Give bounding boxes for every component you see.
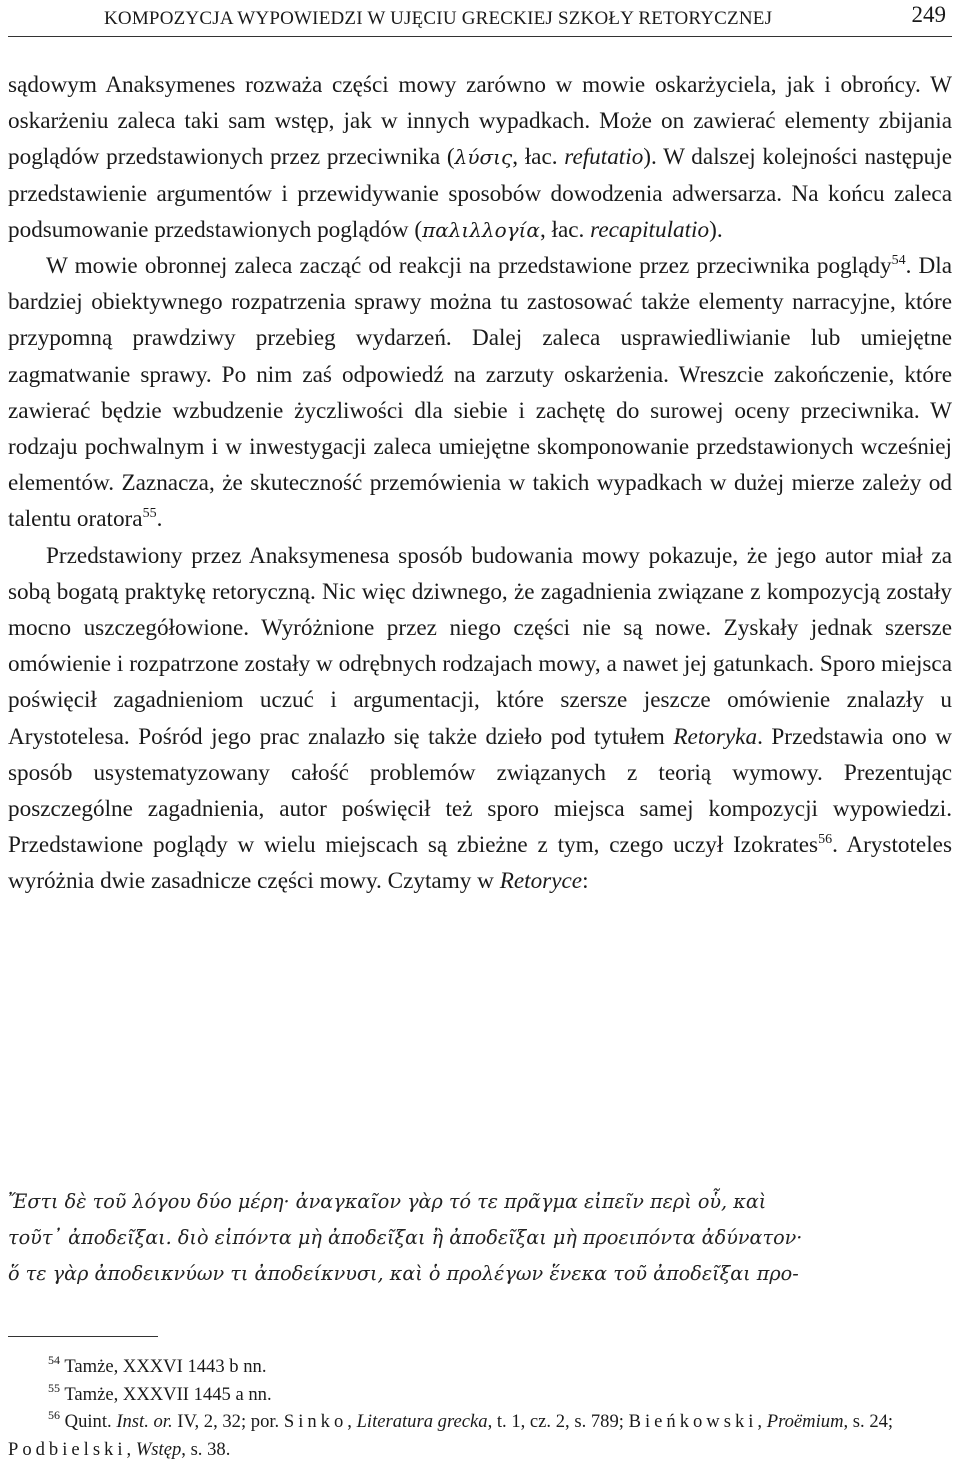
text-run: , [126,1438,136,1460]
text-run: . Przedstawia ono w sposób usystematyzowany całość problemów związanych z teorią wymowy. Prezentując poszczególne zagadnienia, autor poświęcił też sporo miejsca samej kompozycji wypowiedzi. Przedstawione poglądy w wielu miejscach są zbieżne z tym, czego uczył Izokrates [8,723,952,859]
text-run: , s. 24; [843,1411,894,1432]
work-title: Inst. or. [116,1411,173,1432]
body-text [8,67,952,900]
text-run: , łac. [539,216,591,243]
document-page [8,0,952,1475]
greek-quote-line-2: τοῦτ᾽ ἀποδεῖξαι. διὸ εἰπόντα μὴ ἀποδεῖξαι ἢ ἀποδεῖξαι μὴ προειπόντα ἀδύνατον· [8,1226,803,1249]
footnotes [8,1353,952,1463]
latin-term-recapitulatio: recapitulatio [590,216,710,243]
greek-quote-line-1: Ἔστι δὲ τοῦ λόγου δύο μέρη· ἀναγκαῖον γὰρ τό τε πρᾶγμα εἰπεῖν περὶ οὗ, καὶ [8,1190,767,1213]
paragraph-2 [8,248,952,538]
footnote-56 [8,1408,952,1463]
header-rule [8,36,952,37]
text-run: sądowym Anaksymenes rozważa części mowy zarówno w mowie oskarżyciela, jak i obrońcy. W oskarżeniu zaleca taki sam wstęp, jak w innych wypadkach. Może on zawierać elementy zbijania poglądów przedstawionych przez przeciwnika ( [8,72,952,171]
work-title: Proëmium [766,1411,844,1432]
greek-term-lysis: λύσις [454,145,513,170]
latin-term-refutatio: refutatio [564,144,644,171]
greek-quotation [8,1184,952,1292]
footnote-number: 54 [48,1353,60,1367]
text-run: . Dla bardziej obiektywnego rozpatrzenia sprawy można tu zastosować także elementy narracyjne, które przypomną prawdziwy przebieg wydarzeń. Dalej zaleca usprawiedliwianie lub umiejętne zagmatwanie sprawy. Po nim zaś odpowiedź na zarzuty oskarżenia. Wreszcie zakończenie, które zawierać będzie wzbudzenie życzliwości dla siebie i zachętę do surowej oceny przeciwnika. W rodzaju pochwalnym i w inwestygacji zaleca umiejętne skomponowanie przedstawionych wcześniej elementów. Zaznacza, że skuteczność przemówienia w takich wypadkach w dużej mierze zależy od talentu oratora [8,253,952,533]
text-run: IV, 2, 32; por. [172,1411,284,1432]
text-run: , [347,1411,357,1432]
work-title: Literatura grecka [356,1411,488,1432]
page-number: 249 [911,2,946,27]
title-retoryce: Retoryce [499,868,583,895]
paragraph-3 [8,538,952,900]
footnote-54 [8,1353,952,1381]
text-run: ). W dalszej kolejności następuje przedstawienie argumentów i przewidywanie sposobów dowodzenia adwersarza. Na końcu zaleca podsumowanie przedstawionych poglądów ( [8,144,953,243]
footnote-ref-56[interactable]: 56 [818,832,833,848]
page-header [8,0,952,36]
text-run: : [582,868,589,895]
text-run: , s. 38. [181,1438,231,1460]
footnote-rule [8,1336,158,1337]
title-retoryka: Retoryka [673,723,758,750]
text-run: , [757,1411,767,1432]
author-name: Podbielski [8,1438,127,1460]
text-run: Przedstawiony przez Anaksymenesa sposób budowania mowy pokazuje, że jego autor miał za sobą bogatą praktykę retoryczną. Nic więc dziwnego, że zagadnienia związane z kompozycją zostały mocno uszczegółowione. Wyróżnione przez niego części nie są nowe. Zyskały jednak szersze omówienie i rozpatrzone zostały w odrębnych rodzajach mowy, a nawet jej gatunkach. Sporo miejsca poświęcił zagadnieniom uczuć i argumentacji, które szersze jeszcze omówienie znalazły u Arystotelesa. Pośród jego prac znalazło się także dzieło pod tytułem [8,542,952,750]
text-run: . Arystoteles wyróżnia dwie zasadnicze części mowy. Czytamy w [8,832,952,895]
author-name: Sinko [283,1411,348,1432]
running-head: KOMPOZYCJA WYPOWIEDZI W UJĘCIU GRECKIEJ SZKOŁY RETORYCZNEJ [104,8,773,29]
greek-quote-line-3: ὅ τε γὰρ ἀποδεικνύων τι ἀποδείκνυσι, καὶ ὁ προλέγων ἕνεκα τοῦ ἀποδεῖξαι προ- [8,1262,799,1285]
work-title: Wstęp [135,1438,182,1460]
text-run: Quint. [64,1411,117,1432]
footnote-ref-54[interactable]: 54 [891,253,906,269]
text-run: ). [709,216,723,243]
footnote-number: 56 [48,1408,60,1422]
footnote-55 [8,1381,952,1409]
footnote-text: Tamże, XXXVII 1445 a nn. [64,1383,272,1405]
text-run: , t. 1, cz. 2, s. 789; [487,1411,629,1432]
text-run: . [156,506,163,533]
footnote-ref-55[interactable]: 55 [142,506,157,522]
author-name: Bieńkowski [628,1411,758,1432]
footnote-text: Tamże, XXXVI 1443 b nn. [64,1356,267,1377]
footnote-number: 55 [48,1380,60,1395]
text-run: , łac. [512,144,565,171]
greek-term-palillogia: παλιλλογία [422,217,540,242]
text-run: W mowie obronnej zaleca zacząć od reakcji na przedstawione przez przeciwnika poglądy [46,253,892,280]
paragraph-1 [8,67,952,248]
